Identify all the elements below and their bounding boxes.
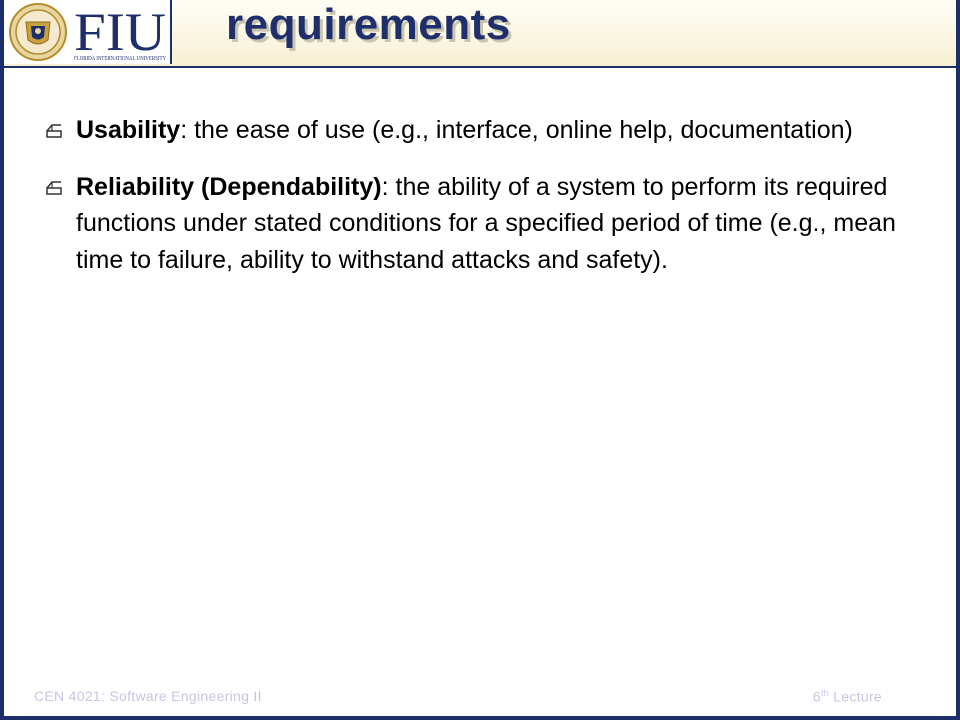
- frame-left-border: [0, 0, 4, 720]
- footer-lecture: [813, 688, 882, 705]
- bullet-term: Reliability (Dependability): [76, 172, 382, 201]
- frame-right-border: [956, 0, 960, 720]
- footer-lecture-ordinal: th: [820, 688, 829, 698]
- folded-box-icon: [44, 177, 64, 197]
- bullet-term: Usability: [76, 116, 181, 144]
- folded-box-icon: [44, 120, 64, 140]
- logo-subtext: FLORIDA INTERNATIONAL UNIVERSITY: [74, 56, 167, 62]
- frame-bottom-border: [0, 716, 960, 720]
- slide-title: requirements: [226, 0, 511, 49]
- fiu-seal-icon: [10, 4, 66, 60]
- title-wrap: [226, 0, 511, 60]
- slide-header: [4, 0, 956, 68]
- footer-lecture-number: 6: [812, 688, 821, 705]
- bullet-text: : the ease of use (e.g., interface, online help, documentation): [180, 116, 853, 144]
- fiu-logo: [4, 0, 172, 64]
- bullet-list: [44, 112, 924, 298]
- logo-wordmark: FIU: [74, 2, 166, 62]
- footer-lecture-word: Lecture: [829, 688, 882, 705]
- footer-course: CEN 4021: Software Engineering II: [34, 688, 262, 704]
- bullet-item-reliability: [44, 169, 924, 279]
- bullet-item-usability: [44, 112, 924, 149]
- bullet-text: : the ability of a system to perform its required functions under stated conditions for a specified period of time (e.g., mean time to failure, ability to withstand attacks and safety).: [76, 172, 896, 274]
